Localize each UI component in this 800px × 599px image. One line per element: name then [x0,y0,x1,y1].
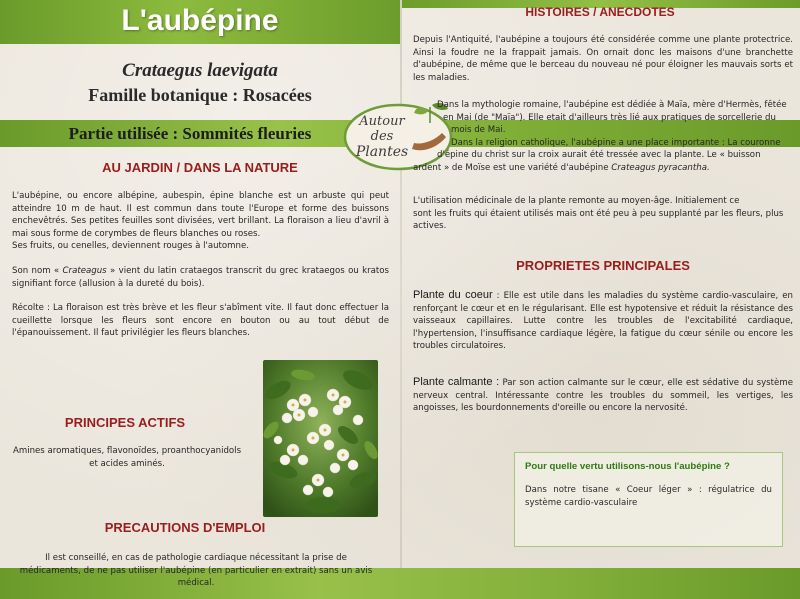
botanical-family: Famille botanique : Rosacées [88,85,312,105]
histoires-medicinal [413,195,793,233]
jardin-paragraph-2-italic: Crateagus [62,265,107,276]
proprietes-calmante [413,376,793,415]
jardin-paragraph-2a: Son nom « [12,265,63,276]
principes-line-2: et acides aminés. [89,458,165,469]
jardin-paragraph-3: Récolte : La floraison est très brève et les fleur s'abîment vite. Il faut donc effectuer la cueillette lorsque les fleurs sont encore en bouton ou au tout début de l'épanouissement. Il faut privilégier les fleurs blanches. [12,303,389,339]
proprietes-heading: PROPRIETES PRINCIPALES [516,258,690,273]
callout-title: Pour quelle vertu utilisons-nous l'aubépine ? [525,461,730,472]
histoires-p3-line-1: Dans la religion catholique, l'aubépine a une place importante : La couronne [451,137,781,148]
histoires-p3-line-2: d'épine du christ sur la croix aurait été tressée avec la plante. Le « buisson [437,150,761,161]
histoires-p2-line-1: Dans la mythologie romaine, l'aubépine est dédiée à Maïa, mère d'Hermès, fêtée [437,100,787,110]
precautions-line-1: Il est conseillé, en cas de pathologie cardiaque nécessitant la prise de [45,553,347,563]
part-used: Partie utilisée : Sommités fleuries [68,124,312,143]
histoires-p4-line-1: L'utilisation médicinale de la plante remonte au moyen-âge. Initialement ce [413,196,740,206]
precautions-line-3: médical. [177,578,215,589]
histoires-heading: HISTOIRES / ANECDOTES [525,5,675,19]
plante-calmante-text: Par son action calmante sur le cœur, elle est sédative du système nerveux central. Intéressante contre les troubles du sommeil, les vertiges, les angoisses, les bourdonnements d'oreille ou encore la nervosité. [413,378,793,414]
proprietes-coeur [413,289,793,353]
logo-line-3: Plantes [355,144,409,160]
histoires-p2-line-3: mois de Mai. [451,125,506,136]
latin-name: Crataegus laevigata [122,60,278,81]
page-title: L'aubépine [121,4,279,37]
plante-coeur-text: : Elle est utile dans les maladies du système cardio-vasculaire, en renforçant le cœur et en le régularisant. Elle est hypotensive et réduit la résistance des vaisseaux capillaires. Lutte contre les troubles de l'excitabilité cardiaque, l'hypertension, l'insuffisance cardiaque légère, la fatigue du cœur sénile ou encore les troubles circulatoires. [413,291,793,352]
precautions-heading: PRECAUTIONS D'EMPLOI [104,520,266,535]
histoires-mythology [413,99,793,175]
precautions-line-2: médicaments, de ne pas utiliser l'aubépine (en particulier en extrait) sans un avis [19,565,373,576]
tisane-callout [514,452,783,547]
histoires-p4-line-2: sont les fruits qui étaient utilisés mais ont été peu à peu supplanté par les fleurs, plus actives. [413,208,784,232]
jardin-paragraph-1: L'aubépine, ou encore albépine, aubespin, épine blanche est un arbuste qui peut atteindre 10 m de haut. Il est commun dans toute l'Europe et forme des buissons enchevêtrés. Ses petites feuilles sont divisées, vert brillant. La floraison a lieu d'avril à mai sous forme de corymbes de fleurs blanches ou roses. [12,191,389,239]
histoires-p3-line-3: ardent » de Moïse est une variété d'aubépine [413,162,612,173]
hawthorn-photo [263,360,378,517]
jardin-paragraph-1b: Ses fruits, ou cenelles, deviennent rouges à l'automne. [12,241,249,252]
jardin-heading: AU JARDIN / DANS LA NATURE [102,160,298,175]
page-fold [400,0,402,599]
plante-calmante-term: Plante calmante : [413,376,500,388]
logo-line-1: Autour [359,114,405,129]
histoires-p3-italic: Crateagus pyracantha. [611,162,710,173]
histoires-section [413,34,793,96]
histoires-paragraph-1: Depuis l'Antiquité, l'aubépine a toujours été considérée comme une plante protectrice. Ainsi la foudre ne la frappait jamais. On ornait donc les maisons d'une branchette d'aubépine, de même que le berceau du nouveau né pour éloigner les mauvais sorts et les maladies. [413,35,793,83]
jardin-section [12,190,389,352]
plante-coeur-term: Plante du coeur [413,289,493,301]
logo-line-2: des [370,129,394,144]
callout-body: Dans notre tisane « Coeur léger » : régulatrice du système cardio-vasculaire [525,485,772,508]
histoires-p2-line-2: en Mai (de "Maïa"). Elle etait d'ailleurs très lié aux pratiques de sorcellerie du [443,112,776,123]
principes-heading: PRINCIPES ACTIFS [64,415,186,430]
hawthorn-flowers-image [263,360,378,517]
principes-section [4,445,250,470]
jardin-paragraph-2b: » vient du latin crataegos transcrit du grec krataegos ou kratos signifiant force (allusion à la dureté du bois). [12,265,389,289]
precautions-section [8,552,384,590]
principes-line-1: Amines aromatiques, flavonoïdes, proanthocyanidols [12,446,242,456]
